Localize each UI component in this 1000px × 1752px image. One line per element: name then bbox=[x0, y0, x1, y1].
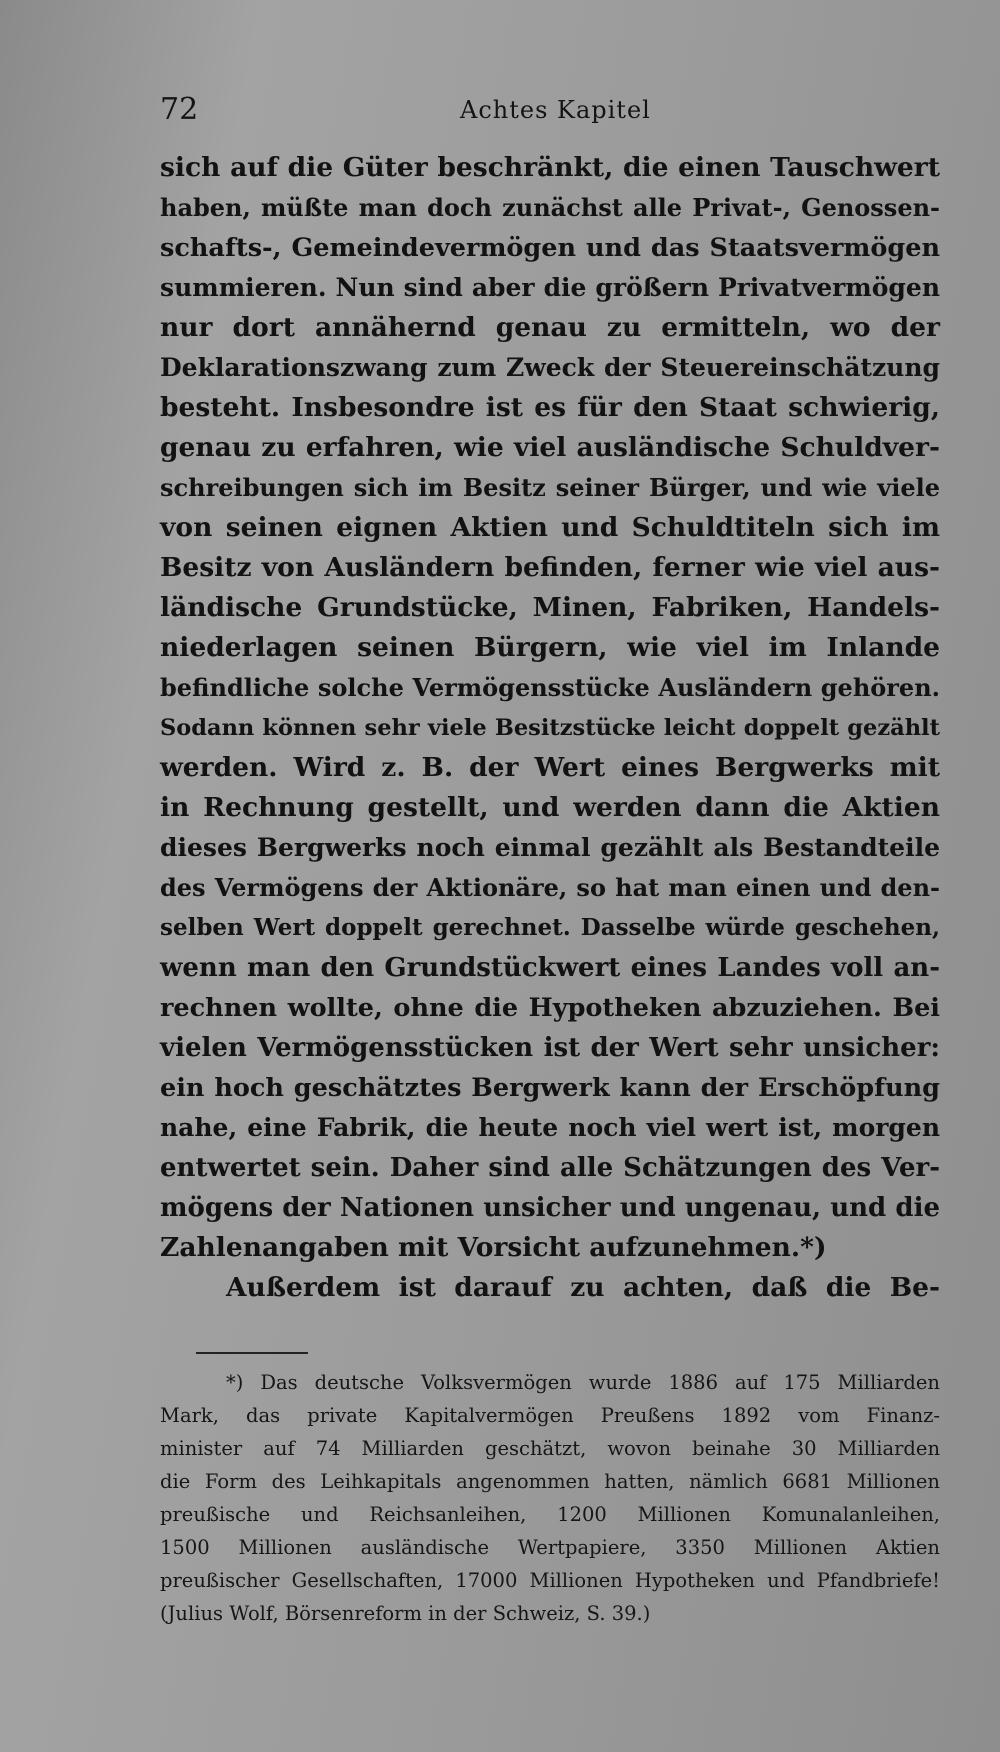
body-line: werden. Wird z. B. der Wert eines Bergwerks mit bbox=[160, 752, 940, 783]
body-line: Sodann können sehr viele Besitzstücke leicht doppelt gezählt bbox=[160, 715, 940, 741]
body-line: dieses Bergwerks noch einmal gezählt als Bestandteile bbox=[160, 833, 940, 862]
footnote-line: preußische und Reichsanleihen, 1200 Millionen Komunalanleihen, bbox=[160, 1503, 940, 1526]
body-line: niederlagen seinen Bürgern, wie viel im Inlande bbox=[160, 632, 940, 663]
body-line: wenn man den Grundstückwert eines Landes voll an- bbox=[160, 953, 940, 983]
footnote-line: 1500 Millionen ausländische Wertpapiere, 3350 Millionen Aktien bbox=[160, 1536, 940, 1559]
body-line: selben Wert doppelt gerechnet. Dasselbe würde geschehen, bbox=[160, 914, 940, 941]
body-line: rechnen wollte, ohne die Hypotheken abzuziehen. Bei bbox=[160, 993, 940, 1023]
footnote-line: preußischer Gesellschaften, 17000 Millionen Hypotheken und Pfandbriefe! bbox=[160, 1569, 940, 1592]
body-line: mögens der Nationen unsicher und ungenau, und die bbox=[160, 1193, 940, 1223]
footnote-line: (Julius Wolf, Börsenreform in der Schweiz, S. 39.) bbox=[160, 1602, 651, 1625]
body-line: Besitz von Ausländern befinden, ferner wie viel aus- bbox=[160, 552, 940, 583]
body-line: ländische Grundstücke, Minen, Fabriken, Handels- bbox=[160, 592, 940, 623]
footnote-separator bbox=[196, 1352, 308, 1354]
page-header bbox=[160, 92, 940, 132]
body-line: entwertet sein. Daher sind alle Schätzungen des Ver- bbox=[160, 1153, 940, 1183]
body-line: nahe, eine Fabrik, die heute noch viel wert ist, morgen bbox=[160, 1113, 940, 1142]
page-number: 72 bbox=[160, 92, 199, 127]
body-line: ein hoch geschätztes Bergwerk kann der Erschöpfung bbox=[160, 1073, 940, 1103]
body-line: haben, müßte man doch zunächst alle Privat-, Genossen- bbox=[160, 193, 940, 222]
footnote-line: Mark, das private Kapitalvermögen Preußens 1892 vom Finanz- bbox=[160, 1404, 940, 1427]
footnote-line: die Form des Leihkapitals angenommen hatten, nämlich 6681 Millionen bbox=[160, 1470, 940, 1493]
body-text bbox=[160, 148, 940, 1308]
footnote-line: *) Das deutsche Volksvermögen wurde 1886 auf 175 Milliarden bbox=[226, 1371, 940, 1394]
footnote-line: minister auf 74 Milliarden geschätzt, wovon beinahe 30 Milliarden bbox=[160, 1437, 940, 1460]
body-line: summieren. Nun sind aber die größern Privatvermögen bbox=[160, 273, 940, 302]
body-line: Deklarationszwang zum Zweck der Steuereinschätzung bbox=[160, 353, 940, 382]
paragraph-end-line: Zahlenangaben mit Vorsicht aufzunehmen.*) bbox=[160, 1232, 827, 1263]
running-head: Achtes Kapitel bbox=[460, 96, 651, 124]
body-line: sich auf die Güter beschränkt, die einen Tauschwert bbox=[160, 152, 940, 183]
body-line: schreibungen sich im Besitz seiner Bürger, und wie viele bbox=[160, 473, 940, 502]
body-line: nur dort annähernd genau zu ermitteln, wo der bbox=[160, 312, 940, 343]
footnote bbox=[160, 1366, 940, 1630]
body-line: vielen Vermögensstücken ist der Wert sehr unsicher: bbox=[160, 1033, 940, 1063]
body-line: von seinen eignen Aktien und Schuldtiteln sich im bbox=[160, 512, 940, 543]
body-line: schafts-, Gemeindevermögen und das Staatsvermögen bbox=[160, 233, 940, 263]
body-line: des Vermögens der Aktionäre, so hat man einen und den- bbox=[160, 873, 940, 902]
body-line: genau zu erfahren, wie viel ausländische Schuldver- bbox=[160, 432, 940, 463]
body-line: besteht. Insbesondre ist es für den Staat schwierig, bbox=[160, 392, 940, 423]
body-line: befindliche solche Vermögensstücke Ausländern gehören. bbox=[160, 673, 940, 702]
paragraph-start-line: Außerdem ist darauf zu achten, daß die Be- bbox=[226, 1272, 940, 1303]
body-line: in Rechnung gestellt, und werden dann die Aktien bbox=[160, 792, 940, 823]
